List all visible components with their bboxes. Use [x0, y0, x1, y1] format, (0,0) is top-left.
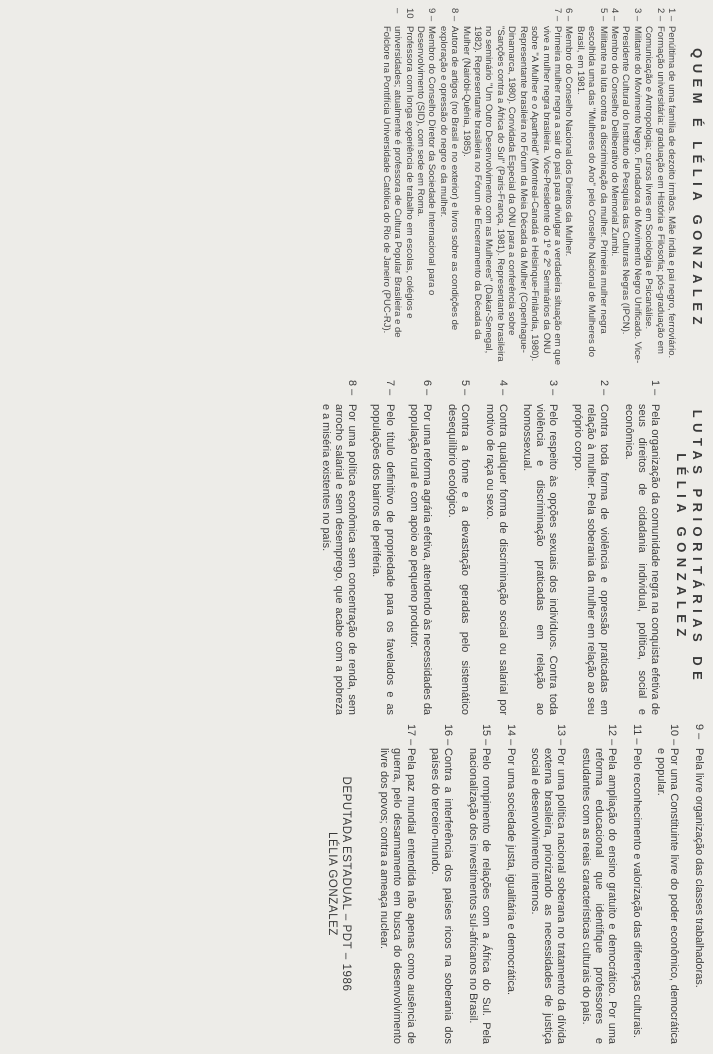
- item-number: 12 –: [606, 724, 619, 746]
- item-text: Formação universitária: graduação em História e Filosofia; pós-graduação em Comunicação e Antropologia; cursos livres em Sociologia e Psicanálise.: [643, 26, 666, 354]
- item-text: Membro do Conselho Nacional dos Direitos da Mulher.: [563, 26, 575, 257]
- item-text: Por uma Constituinte livre do poder econômico, democrática e popular.: [655, 748, 681, 1044]
- item-text: Pela paz mundial entendida não apenas como ausência de guerra, pelo desarmamento em busca do desenvolvimento livre dos povos; contra a ameaça nuclear.: [378, 748, 417, 1044]
- biography-column: [380, 8, 705, 370]
- item-number: 15 –: [479, 724, 492, 746]
- list-item: [622, 380, 661, 715]
- item-number: 6 –: [421, 380, 434, 396]
- priorities-list: [319, 380, 661, 715]
- list-item: [369, 380, 395, 715]
- item-text: Contra a interferência dos países ricos na soberania dos países do terceiro-mundo.: [429, 748, 455, 1044]
- list-item: [503, 724, 516, 1044]
- item-number: 4 –: [608, 8, 620, 22]
- list-item: [460, 8, 563, 370]
- item-number: 4 –: [496, 380, 509, 396]
- list-item: [528, 724, 567, 1044]
- priorities-continued-list: [377, 724, 705, 1044]
- item-text: Por uma sociedade justa, igualitária e democrática.: [504, 748, 517, 995]
- list-item: [666, 8, 677, 370]
- item-text: Autora de artigos (no Brasil e no exterior) e livros sobre as condições de exploração e opressão do negro e da mulher.: [437, 26, 461, 331]
- list-item: [482, 380, 508, 715]
- item-number: 10 –: [668, 724, 681, 746]
- list-item: [571, 380, 610, 715]
- list-item: [692, 724, 705, 1044]
- item-number: 1 –: [666, 8, 677, 22]
- list-item: [407, 380, 433, 715]
- list-item: [437, 8, 460, 370]
- item-text: Pela organização da comunidade negra na conquista efetiva de seus direitos de cidadania individual, política, social e econômica.: [622, 404, 661, 715]
- item-text: Membro do Conselho Diretor da Sociedade Internacional para o Desenvolvimento (SID), com sede em Roma.: [415, 26, 438, 296]
- item-text: Pela ampliação do ensino gratuito e democrático. Por uma reforma educacional que identifique professores e estudantes com as reais características culturais do país.: [579, 748, 619, 1044]
- priorities-title-line1: LUTAS PRIORITÁRIAS DE: [690, 409, 705, 686]
- item-text: Membro do Conselho Deliberativo do Memorial Zumbi.: [608, 26, 620, 257]
- biography-title-text: QUEM É LÉLIA GONZALEZ: [690, 48, 705, 330]
- list-item: [643, 8, 666, 370]
- item-number: 2 –: [598, 380, 611, 396]
- priorities-continued-column: [325, 724, 705, 1044]
- item-text: Contra toda forma de violência e opressão praticadas em relação à mulher. Pela soberania da mulher em relação ao seu próprio corpo.: [572, 404, 611, 715]
- list-item: [319, 380, 358, 715]
- item-number: 1 –: [649, 380, 661, 396]
- item-text: Pela livre organização das classes trabalhadoras.: [693, 748, 705, 988]
- item-number: 13 –: [555, 724, 568, 746]
- item-number: 10 –: [392, 8, 415, 19]
- signature-name: LÉLIA GONZALEZ: [326, 832, 339, 936]
- item-number: 7 –: [383, 380, 396, 396]
- item-number: 6 –: [563, 8, 575, 22]
- item-number: 2 –: [654, 8, 666, 22]
- item-number: 17 –: [404, 724, 417, 746]
- item-text: Penúltima de uma família de dezoito irmãos. Mãe índia e pai negro, ferroviário.: [666, 26, 677, 359]
- item-text: Militante na luta contra a discriminação da mulher. Primeira mulher negra escolhida uma das "Mulheres do Ano" pelo Conselho Nacional de Mulheres do Brasil, em 1981.: [574, 26, 609, 358]
- item-number: 16 –: [442, 724, 455, 746]
- item-number: 7 –: [551, 8, 563, 22]
- list-item: [445, 380, 471, 715]
- list-item: [377, 724, 416, 1044]
- item-number: 5 –: [597, 8, 609, 22]
- item-number: 14 –: [504, 724, 517, 746]
- item-text: Professora com longa experiência de trabalho em escolas, colégios e universidades; atualmente é professora de Cultura Popular Brasileira e de Folclore na Pontifícia Universidade Católica do Rio de Janeiro (PUC-RJ).: [380, 26, 415, 338]
- item-text: Por uma reforma agrária efetiva, atendendo às necessidades da população rural e com apoio ao pequeno produtor.: [408, 404, 434, 715]
- item-number: 9 –: [693, 724, 705, 740]
- item-number: 3 –: [547, 380, 560, 396]
- list-item: [428, 724, 454, 1044]
- item-number: 8 –: [449, 8, 461, 22]
- item-text: Pelo título definitivo de propriedade para os favelados e as populações dos bairros de periferia.: [370, 404, 396, 715]
- list-item: [579, 724, 618, 1044]
- list-item: [520, 380, 559, 715]
- item-text: Pelo rompimento de relações com a África do Sul. Pela nacionalização dos investimentos sul-africanos no Brasil.: [466, 748, 492, 1044]
- item-number: 3 –: [631, 8, 643, 22]
- item-text: Por uma política econômica sem concentração de renda, sem arrocho salarial e sem desemprego, que acabe com a pobreza e a miséria existentes no país.: [319, 404, 358, 715]
- list-item: [654, 724, 680, 1044]
- priorities-title-line2: LÉLIA GONZALEZ: [674, 453, 689, 642]
- biography-list: [380, 8, 677, 370]
- list-item: [630, 724, 643, 1044]
- item-number: 11 –: [630, 724, 643, 745]
- item-text: Primeira mulher negra a sair do país para divulgar a verdadeira situação em que vive a mulher negra brasileira. Vice-Presidente do 1º e 2º Seminários da ONU sobre "A Mulher e o Apartheid" (Montreal-Canadá e Helsinque-Finlândia, 1980). Representante brasileira no Fórum da Meia Década da Mulher (Copenhague-Dinamarca, 1980). Convidada Especial da ONU para a conferência sobre "Sanções contra a África do Sul" (Paris-França, 1981). Representante brasileira no seminário "Um Outro Desenvolvimento com as Mulheres" (Dakar-Senegal, 1982). Representante brasileira no Fórum de Encerramento da Década da Mulher (Nairóbi-Quênia, 1985).: [460, 26, 563, 366]
- list-item: [415, 8, 438, 370]
- biography-title: [689, 8, 705, 370]
- signature-party-line: DEPUTADA ESTADUAL – PDT – 1986: [340, 776, 353, 992]
- item-text: Por uma política nacional soberana no tratamento da dívida externa brasileira, priorizando as necessidades de justiça social e desenvolvimento internos.: [529, 748, 568, 1044]
- item-text: Contra a fome e a devastação geradas pelo sistemático desequilíbrio ecológico.: [445, 404, 471, 715]
- signature: [325, 724, 353, 1044]
- item-text: Pelo respeito às opções sexuais dos indivíduos. Contra toda violência e discriminação praticadas em relação ao homossexual.: [521, 404, 560, 715]
- list-item: [466, 724, 492, 1044]
- priorities-title: [673, 380, 705, 715]
- list-item: [620, 8, 643, 370]
- list-item: [563, 8, 574, 370]
- item-number: 8 –: [345, 380, 358, 396]
- list-item: [380, 8, 414, 370]
- item-text: Pelo reconhecimento e valorização das diferenças culturais.: [630, 748, 643, 1038]
- list-item: [574, 8, 608, 370]
- item-text: Contra qualquer forma de discriminação social ou salarial por motivo de raça ou sexo.: [483, 404, 509, 715]
- priorities-column: [307, 380, 705, 715]
- item-text: Militante do Movimento Negro. Fundadora do Movimento Negro Unificado. Vice-Presidente Cultural do Instituto de Pesquisa das Culturas Negras (IPCN).: [620, 26, 643, 364]
- item-number: 5 –: [458, 380, 471, 396]
- list-item: [609, 8, 620, 370]
- item-number: 9 –: [426, 8, 438, 22]
